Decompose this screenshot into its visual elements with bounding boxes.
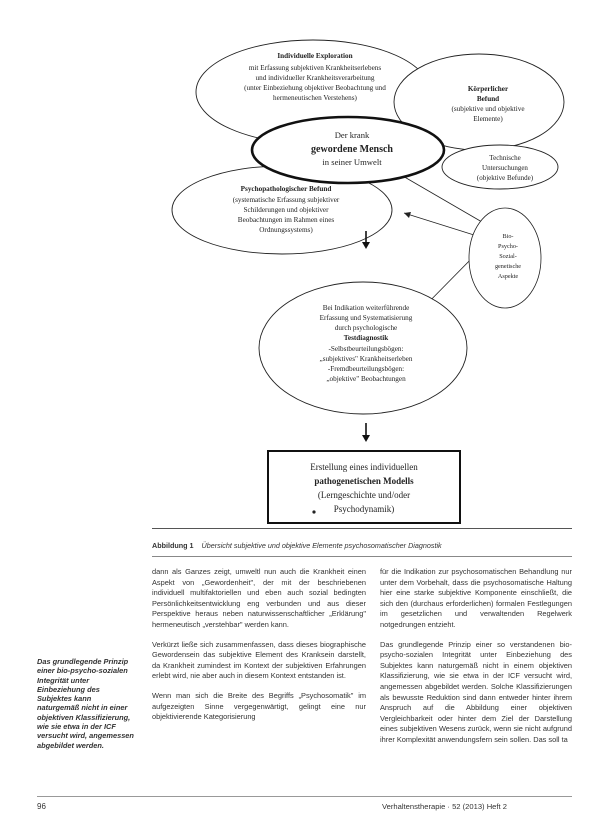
model-line3: (Lerngeschichte und/oder xyxy=(317,490,411,500)
technisch-line: Untersuchungen xyxy=(482,164,528,172)
aspects-line: genetische xyxy=(494,263,522,270)
center-line2: gewordene Mensch xyxy=(311,144,393,155)
test-line: -Fremdbeurteilungsbögen: xyxy=(327,365,405,373)
aspects-line: Aspekte xyxy=(497,273,519,280)
technisch-line: Technische xyxy=(489,154,521,162)
technisch-line: (objektive Befunde) xyxy=(476,174,534,182)
paragraph: dann als Ganzes zeigt, umweltl nun auch die Krankheit einen Aspekt von „Gewordenheit", der mit der beschriebenen individuell multifaktoriellen und eben auch sozial bedingten Persönlichkeitsentwicklung eng verbunden und aus dieser Perspektive heraus neben naturwissenschaftlicher „Erklärung" hermeneutisch „verstehbar" werden kann. xyxy=(152,567,366,629)
caption-text: Übersicht subjektive und objektive Elemente psychosomatischer Diagnostik xyxy=(201,541,442,550)
psychopath-line: Schilderungen und objektiver xyxy=(243,206,329,214)
test-line: durch psychologische xyxy=(334,324,398,332)
paragraph: Verkürzt ließe sich zusammenfassen, dass dieses biographische Gewordensein das subjektive Element des Kranksein darstellt, da Krankheit zumindest im Kontext der subjektiven Erfahrungen erlebt wird, nie aber auch in diesem Kontext entstanden ist. xyxy=(152,639,366,681)
caption-top-rule xyxy=(152,528,572,529)
pull-quote: Das grundlegende Prinzip einer bio-psycho-sozialen Integrität unter Einbeziehung des Subjektes kann naturgemäß nicht in einer objektiven Klassifizierung, wie sie etwa in der ICF versucht wird, angemessen abgebildet werden. xyxy=(37,657,134,750)
koerper-title2: Befund xyxy=(476,95,500,103)
test-line: „subjektives" Krankheitserleben xyxy=(319,355,413,363)
aspects-line: Bio- xyxy=(502,233,514,240)
aspects-line: Psycho- xyxy=(498,243,518,250)
psychopath-line: (systematische Erfassung subjektiver xyxy=(232,196,340,204)
column-left xyxy=(152,567,366,732)
arrowhead xyxy=(362,435,370,442)
connector-line xyxy=(404,213,474,235)
page-number: 96 xyxy=(37,802,46,811)
model-line1: Erstellung eines individuellen xyxy=(310,462,418,472)
paragraph: Wenn man sich die Breite des Begriffs „Psychosomatik" im aufgezeigten Sinne vergegenwärtigt, gelingt eine nur objektivierende Kategorisierung xyxy=(152,690,366,722)
test-line: Bei Indikation weiterführende xyxy=(322,304,410,312)
center-line1: Der krank xyxy=(334,130,370,140)
test-bold: Testdiagnostik xyxy=(343,334,389,342)
bullet-dot xyxy=(312,510,315,513)
psychopath-line: Beobachtungen im Rahmen eines xyxy=(237,216,335,224)
exploration-title: Individuelle Exploration xyxy=(277,52,353,60)
center-line3: in seiner Umwelt xyxy=(322,157,382,167)
test-line: „objektive" Beobachtungen xyxy=(326,375,406,383)
test-line: -Selbstbeurteilungsbögen: xyxy=(328,345,404,353)
figure-caption xyxy=(152,541,572,550)
exploration-line: und individueller Krankheitsverarbeitung xyxy=(255,74,375,82)
caption-label: Abbildung 1 xyxy=(152,541,194,550)
koerper-line: Elemente) xyxy=(473,115,503,123)
paragraph: Das grundlegende Prinzip einer so verstandenen bio-psycho-sozialen Integrität unter Einbeziehung des Subjektes kann naturgemäß nicht in einem objektiven Klassifizierung, wie sie etwa in der ICF versucht wird, angemessen abgebildet werden. Solche Klassifizierungen als bewusste Reduktion sind dann entweder hinter ihrem Anspruch auf die Abbildung einer objektiven Vergleichbarkeit oder hinter dem Ziel der Darstellung eines subjektiven Wesens zurück, wenn sie nicht aufgrund ihrer Komplexität anwendungsfern sein sollen. Das soll ta xyxy=(380,639,572,744)
footer-rule xyxy=(37,796,572,797)
paragraph: für die Indikation zur psychosomatischen Behandlung nur unter dem Vorbehalt, dass die psychosomatische Haltung hier eine starke subjektive Komponente einschließt, die sich den (durchaus erforderlichen) formalen Festlegungen im gesetzlichen und verwaltenden Regelwerk notgedrungen entzieht. xyxy=(380,567,572,629)
koerper-line: (subjektive und objektive xyxy=(451,105,525,113)
exploration-line: hermeneutischen Verstehens) xyxy=(273,94,357,102)
model-line2: pathogenetischen Modells xyxy=(314,476,414,486)
column-right xyxy=(380,567,572,755)
exploration-line: mit Erfassung subjektiven Krankheitserlebens xyxy=(248,64,382,72)
arrowhead xyxy=(362,242,370,249)
journal-reference: Verhaltenstherapie · 52 (2013) Heft 2 xyxy=(382,802,507,811)
aspects-line: Sozial- xyxy=(499,253,517,260)
psychopath-line: Ordnungssystems) xyxy=(259,226,313,234)
psychopath-title: Psychopathologischer Befund xyxy=(240,185,332,193)
exploration-line: (unter Einbeziehung objektiver Beobachtung und xyxy=(244,84,386,92)
caption-bottom-rule xyxy=(152,556,572,557)
test-line: Erfassung und Systematisierung xyxy=(319,314,413,322)
koerper-title: Körperlicher xyxy=(467,85,509,93)
model-line4: Psychodynamik) xyxy=(333,504,395,514)
arrowhead xyxy=(404,212,411,218)
